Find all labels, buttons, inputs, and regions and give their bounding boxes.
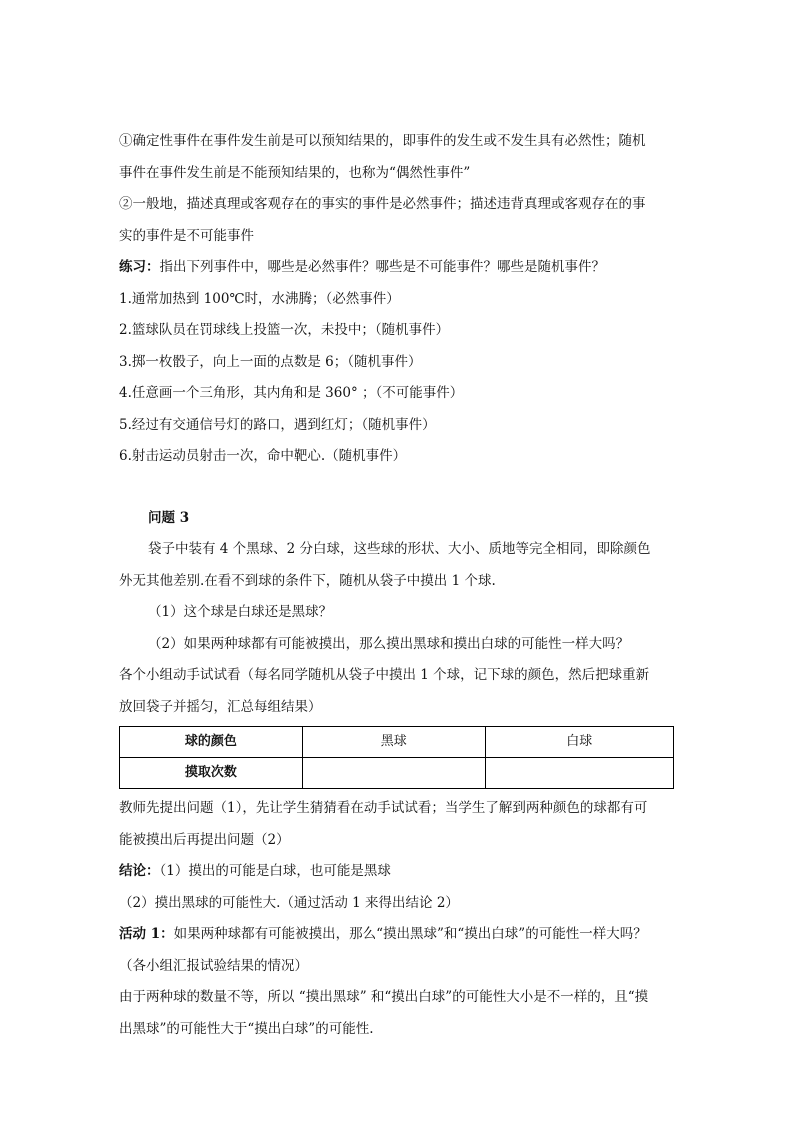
teacher-note: 教师先提出问题（1），先让学生猜猜看在动手试试看；当学生了解到两种颜色的球都有可 bbox=[119, 800, 648, 816]
activity-explain: 出黑球”的可能性大于“摸出白球”的可能性. bbox=[119, 1020, 374, 1037]
activity-note: （各小组汇报试验结果的情况） bbox=[119, 957, 308, 974]
practice-item: 2.篮球队员在罚球线上投篮一次，未投中；（随机事件） bbox=[119, 322, 450, 338]
activity-label: 活动 1： bbox=[119, 926, 174, 942]
table-header-cell: 摸取次数 bbox=[120, 758, 303, 789]
practice-item: 4.任意画一个三角形，其内角和是 360° ；（不可能事件） bbox=[119, 385, 464, 401]
practice-item: 1.通常加热到 100℃时，水沸腾；（必然事件） bbox=[119, 290, 400, 307]
activity-explain: 由于两种球的数量不等，所以 “摸出黑球” 和“摸出白球”的可能性大小是不一样的，且“摸 bbox=[119, 989, 649, 1005]
conclusion-line bbox=[119, 856, 675, 888]
conclusion-label: 结论： bbox=[119, 863, 160, 879]
problem-question: （2）如果两种球都有可能被摸出，那么摸出黑球和摸出白球的可能性一样大吗？ bbox=[148, 635, 630, 652]
table-row bbox=[120, 727, 674, 758]
activity-line bbox=[119, 919, 675, 951]
conclusion-line: （2）摸出黑球的可能性大.（通过活动 1 来得出结论 2） bbox=[119, 894, 459, 911]
paragraph-line: ①确定性事件在事件发生前是可以预知结果的，即事件的发生或不发生具有必然性；随机 bbox=[119, 133, 646, 149]
paragraph-line: ②一般地，描述真理或客观存在的事实的事件是必然事件；描述违背真理或客观存在的事 bbox=[119, 196, 646, 212]
paragraph-line: 事件在事件发生前是不能预知结果的，也称为“偶然性事件” bbox=[119, 164, 471, 181]
paragraph-line: 实的事件是不可能事件 bbox=[119, 227, 254, 244]
problem-body: 袋子中装有 4 个黑球、2 分白球，这些球的形状、大小、质地等完全相同，即除颜色 bbox=[148, 541, 651, 557]
problem-question: （1）这个球是白球还是黑球？ bbox=[148, 604, 333, 620]
practice-prompt bbox=[119, 252, 675, 284]
table-header-cell: 球的颜色 bbox=[120, 727, 303, 758]
group-instruction: 放回袋子并摇匀，汇总每组结果） bbox=[119, 698, 322, 715]
conclusion-text: （1）摸出的可能是白球，也可能是黑球 bbox=[159, 863, 391, 879]
results-table bbox=[119, 726, 674, 789]
problem-body: 外无其他差别.在看不到球的条件下，随机从袋子中摸出 1 个球. bbox=[119, 572, 496, 589]
spacer bbox=[119, 473, 675, 503]
teacher-note: 能被摸出后再提出问题（2） bbox=[119, 831, 290, 848]
practice-question: 指出下列事件中，哪些是必然事件？哪些是不可能事件？哪些是随机事件？ bbox=[159, 259, 605, 275]
table-cell: 黑球 bbox=[302, 727, 485, 758]
document-body bbox=[119, 126, 675, 1045]
table-cell bbox=[302, 758, 485, 789]
table-cell bbox=[485, 758, 673, 789]
group-instruction: 各个小组动手试试看（每名同学随机从袋子中摸出 1 个球，记下球的颜色，然后把球重新 bbox=[119, 667, 650, 683]
practice-item: 5.经过有交通信号灯的路口，遇到红灯；（随机事件） bbox=[119, 416, 436, 433]
practice-item: 6.射击运动员射击一次，命中靶心.（随机事件） bbox=[119, 448, 407, 464]
table-cell: 白球 bbox=[485, 727, 673, 758]
practice-label: 练习： bbox=[119, 259, 160, 275]
practice-item: 3.掷一枚骰子，向上一面的点数是 6；（随机事件） bbox=[119, 353, 422, 370]
table-row bbox=[120, 758, 674, 789]
activity-text: 如果两种球都有可能被摸出，那么“摸出黑球”和“摸出白球”的可能性一样大吗？ bbox=[173, 926, 647, 942]
problem-title: 问题 3 bbox=[148, 509, 190, 526]
